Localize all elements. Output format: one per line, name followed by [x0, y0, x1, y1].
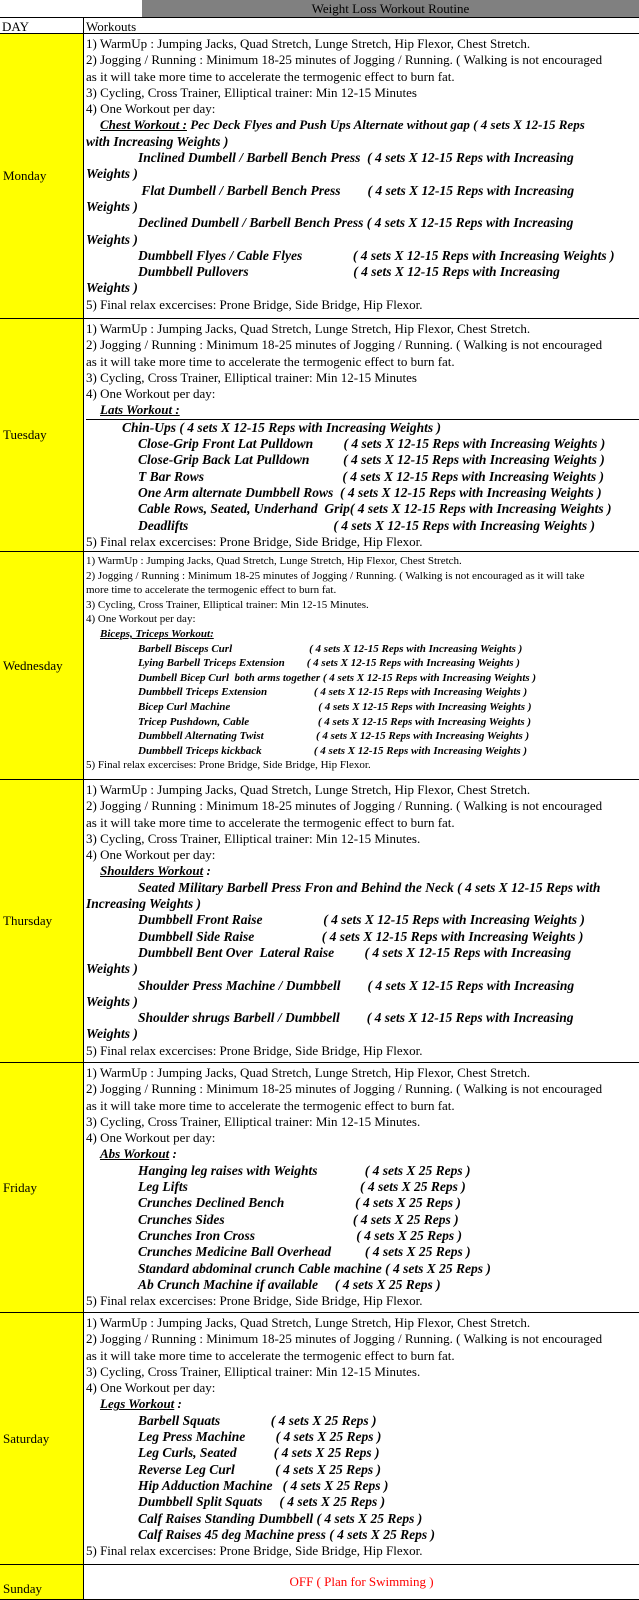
exercise-line: Weights ) — [86, 280, 138, 296]
one-workout-line: 4) One Workout per day: — [86, 613, 196, 626]
jogging-line-2: as it will take more time to accelerate the termogenic effect to burn fat. — [86, 1347, 455, 1363]
jogging-line-2: more time to accelerate the termogenic effect to burn fat. — [86, 584, 337, 597]
exercise-line: Weights ) — [86, 1026, 138, 1042]
jogging-line-2: as it will take more time to accelerate the termogenic effect to burn fat. — [86, 814, 455, 830]
exercise-line: Leg Press Machine ( 4 sets X 25 Reps ) — [138, 1429, 382, 1445]
exercise-line: Ab Crunch Machine if available ( 4 sets X 25 Reps ) — [138, 1276, 441, 1292]
section-title — [86, 402, 639, 419]
exercise-line: Dumbbell Pullovers ( 4 sets X 12-15 Reps with Increasing — [138, 264, 560, 280]
warmup-line: 1) WarmUp : Jumping Jacks, Quad Stretch, Lunge Stretch, Hip Flexor, Chest Stretch. — [86, 555, 462, 567]
jogging-line-2: as it will take more time to accelerate the termogenic effect to burn fat. — [86, 353, 455, 369]
section-title — [86, 627, 635, 642]
section-label: Abs Workout — [100, 1146, 170, 1162]
cycling-line: 3) Cycling, Cross Trainer, Elliptical trainer: Min 12-15 Minutes. — [86, 598, 369, 611]
exercise-line: Chin-Ups ( 4 sets X 12-15 Reps with Increasing Weights ) — [122, 419, 442, 435]
exercise-line: Tricep Pushdown, Cable ( 4 sets X 12-15 Reps with Increasing Weights ) — [138, 715, 532, 728]
page-title: Weight Loss Workout Routine — [142, 0, 639, 17]
warmup-line: 1) WarmUp : Jumping Jacks, Quad Stretch, Lunge Stretch, Hip Flexor, Chest Stretch. — [86, 321, 531, 336]
section-title — [86, 117, 635, 133]
exercise-line: T Bar Rows ( 4 sets X 12-15 Reps with Increasing Weights ) — [138, 468, 605, 484]
header-day: DAY — [0, 17, 84, 34]
workouts-tuesday — [84, 319, 639, 552]
exercise-line: Dumbbell Triceps Extension ( 4 sets X 12-15 Reps with Increasing Weights ) — [138, 686, 528, 699]
exercise-line: Leg Lifts ( 4 sets X 25 Reps ) — [138, 1179, 466, 1195]
day-sunday: Sunday — [0, 1565, 84, 1600]
exercise-line: Lying Barbell Triceps Extension ( 4 sets X 12-15 Reps with Increasing Weights ) — [138, 657, 520, 670]
exercise-line: Shoulder shrugs Barbell / Dumbbell ( 4 sets X 12-15 Reps with Increasing — [138, 1010, 574, 1026]
exercise-line: Barbell Bisceps Curl ( 4 sets X 12-15 Reps with Increasing Weights ) — [138, 642, 523, 655]
relax-line: 5) Final relax excercises: Prone Bridge, Side Bridge, Hip Flexor. — [86, 1543, 423, 1559]
warmup-line: 1) WarmUp : Jumping Jacks, Quad Stretch, Lunge Stretch, Hip Flexor, Chest Stretch. — [86, 1065, 531, 1080]
day-friday: Friday — [0, 1063, 84, 1313]
one-workout-line: 4) One Workout per day: — [86, 847, 216, 863]
exercise-line: Reverse Leg Curl ( 4 sets X 25 Reps ) — [138, 1461, 381, 1477]
relax-line: 5) Final relax excercises: Prone Bridge, Side Bridge, Hip Flexor. — [86, 296, 423, 312]
exercise-line: Bicep Curl Machine ( 4 sets X 12-15 Reps with Increasing Weights ) — [138, 700, 532, 713]
exercise-line: Dumbbell Side Raise ( 4 sets X 12-15 Reps with Increasing Weights ) — [138, 928, 584, 944]
title-blank — [0, 0, 142, 17]
section-title: Shoulders Workout : — [100, 863, 211, 879]
day-wednesday: Wednesday — [0, 552, 84, 780]
exercise-line: Calf Raises 45 deg Machine press ( 4 sets X 25 Reps ) — [138, 1526, 435, 1542]
exercise-line: Crunches Declined Bench ( 4 sets X 25 Reps ) — [138, 1195, 461, 1211]
section-title: Legs Workout : — [100, 1396, 182, 1412]
one-workout-line: 4) One Workout per day: — [86, 1380, 216, 1396]
exercise-line: Increasing Weights ) — [86, 896, 202, 912]
exercise-line: Declined Dumbell / Barbell Bench Press ( 4 sets X 12-15 Reps with Increasing — [138, 215, 574, 231]
header-workouts: Workouts — [84, 17, 639, 34]
day-saturday: Saturday — [0, 1313, 84, 1565]
exercise-line: Deadlifts ( 4 sets X 12-15 Reps with Increasing Weights ) — [138, 517, 596, 533]
jogging-line-2: as it will take more time to accelerate the termogenic effect to burn fat. — [86, 1097, 455, 1113]
exercise-line: Crunches Sides ( 4 sets X 25 Reps ) — [138, 1211, 459, 1227]
relax-line: 5) Final relax excercises: Prone Bridge, Side Bridge, Hip Flexor. — [86, 1293, 423, 1309]
day-thursday: Thursday — [0, 780, 84, 1063]
one-workout-line: 4) One Workout per day: — [86, 386, 216, 402]
exercise-line: Shoulder Press Machine / Dumbbell ( 4 sets X 12-15 Reps with Increasing — [138, 977, 575, 993]
exercise-line: Weights ) — [86, 961, 138, 977]
section-label: Legs Workout — [100, 1396, 175, 1412]
exercise-line: Dumbbell Flyes / Cable Flyes ( 4 sets X 12-15 Reps with Increasing Weights ) — [138, 247, 615, 263]
relax-line: 5) Final relax excercises: Prone Bridge, Side Bridge, Hip Flexor. — [86, 759, 371, 772]
exercise-line: Dumbbell Alternating Twist ( 4 sets X 12-15 Reps with Increasing Weights ) — [138, 730, 530, 743]
day-monday: Monday — [0, 34, 84, 319]
exercise-line: Calf Raises Standing Dumbbell ( 4 sets X 25 Reps ) — [138, 1510, 423, 1526]
jogging-line: 2) Jogging / Running : Minimum 18-25 minutes of Jogging / Running. ( Walking is not encouraged — [86, 1081, 603, 1097]
workouts-saturday — [84, 1313, 639, 1565]
exercise-line: One Arm alternate Dumbbell Rows ( 4 sets X 12-15 Reps with Increasing Weights ) — [138, 484, 602, 500]
section-label: Lats Workout : — [100, 402, 180, 418]
cycling-line: 3) Cycling, Cross Trainer, Elliptical trainer: Min 12-15 Minutes. — [86, 1363, 421, 1379]
exercise-line: Dumbbell Split Squats ( 4 sets X 25 Reps ) — [138, 1494, 386, 1510]
workouts-friday — [84, 1063, 639, 1313]
jogging-line: 2) Jogging / Running : Minimum 18-25 minutes of Jogging / Running. ( Walking is not encouraged — [86, 798, 603, 814]
jogging-line: 2) Jogging / Running : Minimum 18-25 minutes of Jogging / Running. ( Walking is not encouraged as it will take — [86, 569, 585, 582]
workouts-wednesday — [84, 552, 639, 780]
exercise-line: Weights ) — [86, 166, 138, 182]
exercise-line: Dumbbell Bent Over Lateral Raise ( 4 sets X 12-15 Reps with Increasing — [138, 944, 572, 960]
jogging-line: 2) Jogging / Running : Minimum 18-25 minutes of Jogging / Running. ( Walking is not encouraged — [86, 337, 603, 353]
exercise-line: Leg Curls, Seated ( 4 sets X 25 Reps ) — [138, 1445, 380, 1461]
exercise-line: Inclined Dumbell / Barbell Bench Press ( 4 sets X 12-15 Reps with Increasing — [138, 150, 574, 166]
exercise-line: Hip Adduction Machine ( 4 sets X 25 Reps ) — [138, 1477, 389, 1493]
jogging-line-2: as it will take more time to accelerate the termogenic effect to burn fat. — [86, 68, 455, 84]
exercise-line: Dumbbell Front Raise ( 4 sets X 12-15 Reps with Increasing Weights ) — [138, 912, 585, 928]
exercise-line: Crunches Medicine Ball Overhead ( 4 sets X 25 Reps ) — [138, 1244, 471, 1260]
section-title: Abs Workout : — [100, 1146, 177, 1162]
jogging-line: 2) Jogging / Running : Minimum 18-25 minutes of Jogging / Running. ( Walking is not encouraged — [86, 52, 603, 68]
sunday-off-text: OFF ( Plan for Swimming ) — [84, 1565, 639, 1600]
exercise-line: with Increasing Weights ) — [86, 133, 229, 149]
day-tuesday: Tuesday — [0, 319, 84, 552]
relax-line: 5) Final relax excercises: Prone Bridge, Side Bridge, Hip Flexor. — [86, 533, 423, 549]
workouts-monday — [84, 34, 639, 319]
exercise-line: Weights ) — [86, 198, 138, 214]
exercise-line: Weights ) — [86, 231, 138, 247]
exercise-line: Hanging leg raises with Weights ( 4 sets X 25 Reps ) — [138, 1162, 471, 1178]
exercise-line: Cable Rows, Seated, Underhand Grip( 4 sets X 12-15 Reps with Increasing Weights ) — [138, 501, 612, 517]
cycling-line: 3) Cycling, Cross Trainer, Elliptical trainer: Min 12-15 Minutes. — [86, 830, 421, 846]
warmup-line: 1) WarmUp : Jumping Jacks, Quad Stretch, Lunge Stretch, Hip Flexor, Chest Stretch. — [86, 36, 531, 51]
exercise-line: Seated Military Barbell Press Fron and Behind the Neck ( 4 sets X 12-15 Reps with — [138, 879, 601, 895]
title-bar — [0, 0, 639, 17]
exercise-line: Close-Grip Back Lat Pulldown ( 4 sets X 12-15 Reps with Increasing Weights ) — [138, 452, 605, 468]
section-label: Biceps, Triceps Workout: — [100, 627, 214, 640]
warmup-line: 1) WarmUp : Jumping Jacks, Quad Stretch, Lunge Stretch, Hip Flexor, Chest Stretch. — [86, 1315, 531, 1330]
cycling-line: 3) Cycling, Cross Trainer, Elliptical trainer: Min 12-15 Minutes — [86, 84, 417, 100]
exercise-line: Close-Grip Front Lat Pulldown ( 4 sets X 12-15 Reps with Increasing Weights ) — [138, 436, 606, 452]
cycling-line: 3) Cycling, Cross Trainer, Elliptical trainer: Min 12-15 Minutes. — [86, 1113, 421, 1129]
one-workout-line: 4) One Workout per day: — [86, 101, 216, 117]
exercise-line: Flat Dumbell / Barbell Bench Press ( 4 sets X 12-15 Reps with Increasing — [138, 182, 575, 198]
exercise-line: Crunches Iron Cross ( 4 sets X 25 Reps ) — [138, 1227, 463, 1243]
relax-line: 5) Final relax excercises: Prone Bridge, Side Bridge, Hip Flexor. — [86, 1042, 423, 1058]
section-detail: Pec Deck Flyes and Push Ups Alternate without gap ( 4 sets X 12-15 Reps — [186, 117, 585, 133]
exercise-line: Weights ) — [86, 993, 138, 1009]
section-label: Shoulders Workout — [100, 863, 204, 879]
warmup-line: 1) WarmUp : Jumping Jacks, Quad Stretch, Lunge Stretch, Hip Flexor, Chest Stretch. — [86, 782, 531, 797]
exercise-line: Dumbbell Triceps kickback ( 4 sets X 12-15 Reps with Increasing Weights ) — [138, 744, 528, 757]
cycling-line: 3) Cycling, Cross Trainer, Elliptical trainer: Min 12-15 Minutes — [86, 369, 417, 385]
exercise-line: Standard abdominal crunch Cable machine ( 4 sets X 25 Reps ) — [138, 1260, 491, 1276]
jogging-line: 2) Jogging / Running : Minimum 18-25 minutes of Jogging / Running. ( Walking is not encouraged — [86, 1331, 603, 1347]
section-label: Chest Workout : — [100, 117, 187, 133]
exercise-line: Barbell Squats ( 4 sets X 25 Reps ) — [138, 1412, 377, 1428]
exercise-line: Dumbell Bicep Curl both arms together ( 4 sets X 12-15 Reps with Increasing Weights ) — [138, 671, 537, 684]
one-workout-line: 4) One Workout per day: — [86, 1130, 216, 1146]
workouts-thursday — [84, 780, 639, 1063]
